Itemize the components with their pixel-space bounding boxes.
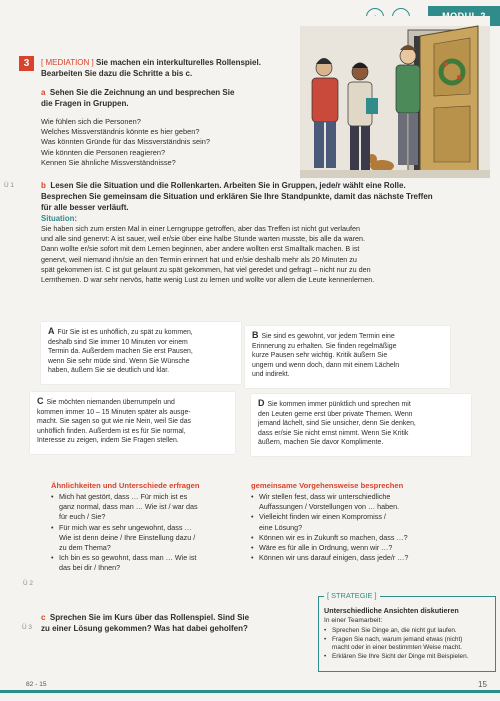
- phrase-line: Mich hat gestört, dass … Für mich ist es: [59, 492, 188, 501]
- part-a-line1: Sehen Sie die Zeichnung an und besprechen Sie: [49, 88, 235, 97]
- part-c-line1: Sprechen Sie im Kurs über das Rollenspiel. Sind Sie: [49, 613, 250, 622]
- page-number: 15: [478, 680, 487, 689]
- task-number-badge: 3: [19, 56, 34, 71]
- part-a-line2: die Fragen in Gruppen.: [41, 99, 129, 108]
- phrase-item: [251, 543, 471, 553]
- phrase-item: [51, 553, 251, 573]
- strategy-line: Erklären Sie Ihre Sicht der Dinge mit Beispielen.: [332, 652, 469, 660]
- mediation-tag: [ MEDIATION ]: [41, 58, 94, 67]
- phrase-item: [251, 553, 471, 563]
- phrase-line: Für mich war es sehr ungewohnt, dass …: [59, 522, 192, 532]
- footer-line: [0, 690, 500, 693]
- strategy-line: macht oder in einer bestimmten Weise macht.: [332, 644, 462, 652]
- task-title-line2: Bearbeiten Sie dazu die Schritte a bis c.: [41, 69, 193, 78]
- phrases-right-list: [251, 492, 471, 563]
- part-c-line2: zu einer Lösung gekommen? Was hat dabei geholfen?: [41, 624, 248, 633]
- card-line: wenn Sie sehr müde sind. Wenn Sie Wünsche: [48, 357, 190, 365]
- strategy-line: Fragen Sie nach, warum jemand etwas (nicht): [332, 635, 463, 643]
- situation-line: Lernthemen. D war sehr nervös, hatte wenig Lust zu lernen und wollte vor allem die Leute kennenlernen.: [41, 275, 375, 285]
- question: Wie fühlen sich die Personen?: [41, 117, 141, 126]
- phrase-line: zu dem Thema?: [59, 543, 111, 553]
- card-line: Sie kommen immer pünktlich und sprechen mit: [267, 401, 411, 408]
- card-line: äußern, machen Sie davor Komplimente.: [258, 439, 384, 447]
- card-line: und indirekt.: [252, 371, 290, 379]
- part-b-instruction: [41, 180, 493, 213]
- phrase-item: [251, 533, 471, 543]
- phrase-item: [51, 523, 251, 554]
- strategy-list: [324, 627, 496, 661]
- part-a-questions: [41, 117, 296, 168]
- card-line: Erinnerung zu erhalten. Sie finden regelmäßige: [252, 342, 397, 350]
- role-card-letter: A: [48, 326, 55, 336]
- role-card-letter: D: [258, 398, 265, 408]
- situation-line: und alle sind genervt: A ist sauer, weil er/sie über eine halbe Stunde warten musste, bis alle da waren.: [41, 234, 366, 244]
- strategy-intro: In einer Teamarbeit:: [324, 617, 383, 624]
- role-card-letter: C: [37, 396, 44, 406]
- card-line: den Leuten gerne erst über private Themen. Wenn: [258, 410, 413, 418]
- question: Kennen Sie ähnliche Missverständnisse?: [41, 157, 176, 167]
- phrase-item: [251, 492, 471, 512]
- task-title-line1: Sie machen ein interkulturelles Rollenspiel.: [95, 58, 261, 67]
- part-b-line2: Besprechen Sie gemeinsam die Situation und erklären Sie Ihre Standpunkte, damit das nächste Treffen: [41, 192, 433, 201]
- strategy-line: Sprechen Sie Dinge an, die nicht gut laufen.: [332, 627, 457, 634]
- phrase-line: Können wir uns darauf einigen, dass jede/r …?: [259, 553, 409, 563]
- card-line: jemand lächelt, sind Sie unsicher, denn Sie denken,: [258, 420, 416, 428]
- phrase-item: [251, 512, 471, 532]
- phrases-left-list: [51, 492, 251, 574]
- margin-exercise-ref: Ü 1: [4, 182, 14, 189]
- role-card-letter: B: [252, 330, 259, 340]
- part-a-instruction: [41, 87, 293, 109]
- card-line: ungern und wenn doch, dann mit einem Lächeln: [252, 361, 400, 369]
- phrase-item: [51, 492, 251, 523]
- phrase-line: das bei dir / Ihnen?: [59, 563, 121, 573]
- card-line: deshalb sind Sie immer 10 Minuten vor einem: [48, 338, 188, 346]
- phrases-right-title: gemeinsame Vorgehensweise besprechen: [251, 481, 404, 490]
- phrase-line: eine Lösung?: [259, 522, 303, 532]
- card-line: unhöflich finden. Außerdem ist es für Sie normal,: [37, 427, 186, 435]
- strategy-item: [324, 653, 496, 662]
- margin-exercise-ref: Ü 3: [22, 624, 32, 631]
- question: Wie könnten die Personen reagieren?: [41, 147, 166, 157]
- card-line: Für Sie ist es unhöflich, zu spät zu kommen,: [57, 329, 193, 336]
- phrase-line: Auffassungen / Vorstellungen von … haben.: [259, 502, 400, 512]
- role-card-b: [245, 326, 450, 388]
- phrase-line: Ich bin es so gewohnt, dass man … Wie ist: [59, 553, 197, 563]
- phrases-left-title: Ähnlichkeiten und Unterschiede erfragen: [51, 481, 200, 490]
- situation-text: [41, 224, 496, 285]
- phrase-line: für euch / Sie?: [59, 512, 106, 522]
- card-line: Sie möchten niemanden überrumpeln und: [46, 399, 175, 406]
- part-b-line3: für alle besser verläuft.: [41, 203, 129, 212]
- strategy-item: [324, 636, 496, 653]
- part-b-label: b: [41, 181, 46, 190]
- card-line: kommen immer 10 – 15 Minuten später als ausge-: [37, 408, 191, 416]
- situation-line: genervt, weil niemand ihn/sie an den Termin erinnert hat und er/sie deshalb mehr als 20 Minuten zu: [41, 254, 357, 264]
- phrase-line: Wir stellen fest, dass wir unterschiedliche: [259, 492, 391, 501]
- situation-line: Sie haben sich zum ersten Mal in einer Lerngruppe getroffen, aber das Treffen ist nicht gut verlaufen: [41, 224, 360, 233]
- question: Welches Missverständnis könnte es hier geben?: [41, 127, 200, 137]
- card-line: Interesse zu zeigen, indem Sie Fragen stellen.: [37, 437, 179, 445]
- strategy-title: Unterschiedliche Ansichten diskutieren: [324, 606, 459, 615]
- part-b-line1: Lesen Sie die Situation und die Rollenkarten. Arbeiten Sie in Gruppen, jede/r wählt eine Rolle.: [50, 181, 406, 190]
- phrase-line: Wie ist denn deine / Ihre Einstellung dazu /: [59, 532, 196, 542]
- strategy-item: [324, 627, 496, 636]
- card-line: macht. Sie sagen so gut wie nie Nein, weil Sie das: [37, 418, 191, 426]
- card-line: kurze Pausen sehr wichtig. Kritik äußern Sie: [252, 352, 388, 360]
- margin-exercise-ref: Ü 2: [23, 580, 33, 587]
- role-card-d: [251, 394, 471, 456]
- part-a-label: a: [41, 88, 46, 97]
- role-card-c: [30, 392, 235, 454]
- door-scene-illustration: [300, 16, 490, 178]
- phrase-line: Wäre es für alle in Ordnung, wenn wir …?: [259, 543, 393, 553]
- card-line: dass er/sie Sie nicht ernst nimmt. Wenn Sie Kritik: [258, 429, 409, 437]
- card-line: haben, äußern Sie sie deutlich und klar.: [48, 367, 170, 375]
- phrase-line: Vielleicht finden wir einen Kompromiss /: [259, 512, 386, 522]
- part-c-label: c: [41, 613, 46, 622]
- task-title: [41, 57, 293, 79]
- part-c-instruction: [41, 612, 301, 634]
- role-card-a: [41, 322, 241, 384]
- card-line: Termin da. Außerdem machen Sie erst Pausen,: [48, 348, 193, 356]
- situation-label: Situation:: [41, 214, 77, 223]
- strategy-tag: [ STRATEGIE ]: [324, 591, 380, 600]
- phrase-line: ganz normal, dass man … Wie ist / war das: [59, 502, 198, 512]
- situation-line: spät gekommen ist. C ist gut gelaunt zu spät gekommen, hat viel geredet und gefragt – nicht nur zu den: [41, 264, 371, 274]
- phrase-line: Können wir es in Zukunft so machen, dass …?: [259, 532, 408, 542]
- card-line: Sie sind es gewohnt, vor jedem Termin eine: [261, 333, 395, 340]
- question: Was könnten Gründe für das Missverständnis sein?: [41, 137, 210, 147]
- footer-left: 82 - 15: [26, 681, 47, 688]
- situation-line: Dann wollte er/sie sofort mit dem Lernen beginnen, aber andere wollten erst Smalltalk machen. B ist: [41, 244, 360, 254]
